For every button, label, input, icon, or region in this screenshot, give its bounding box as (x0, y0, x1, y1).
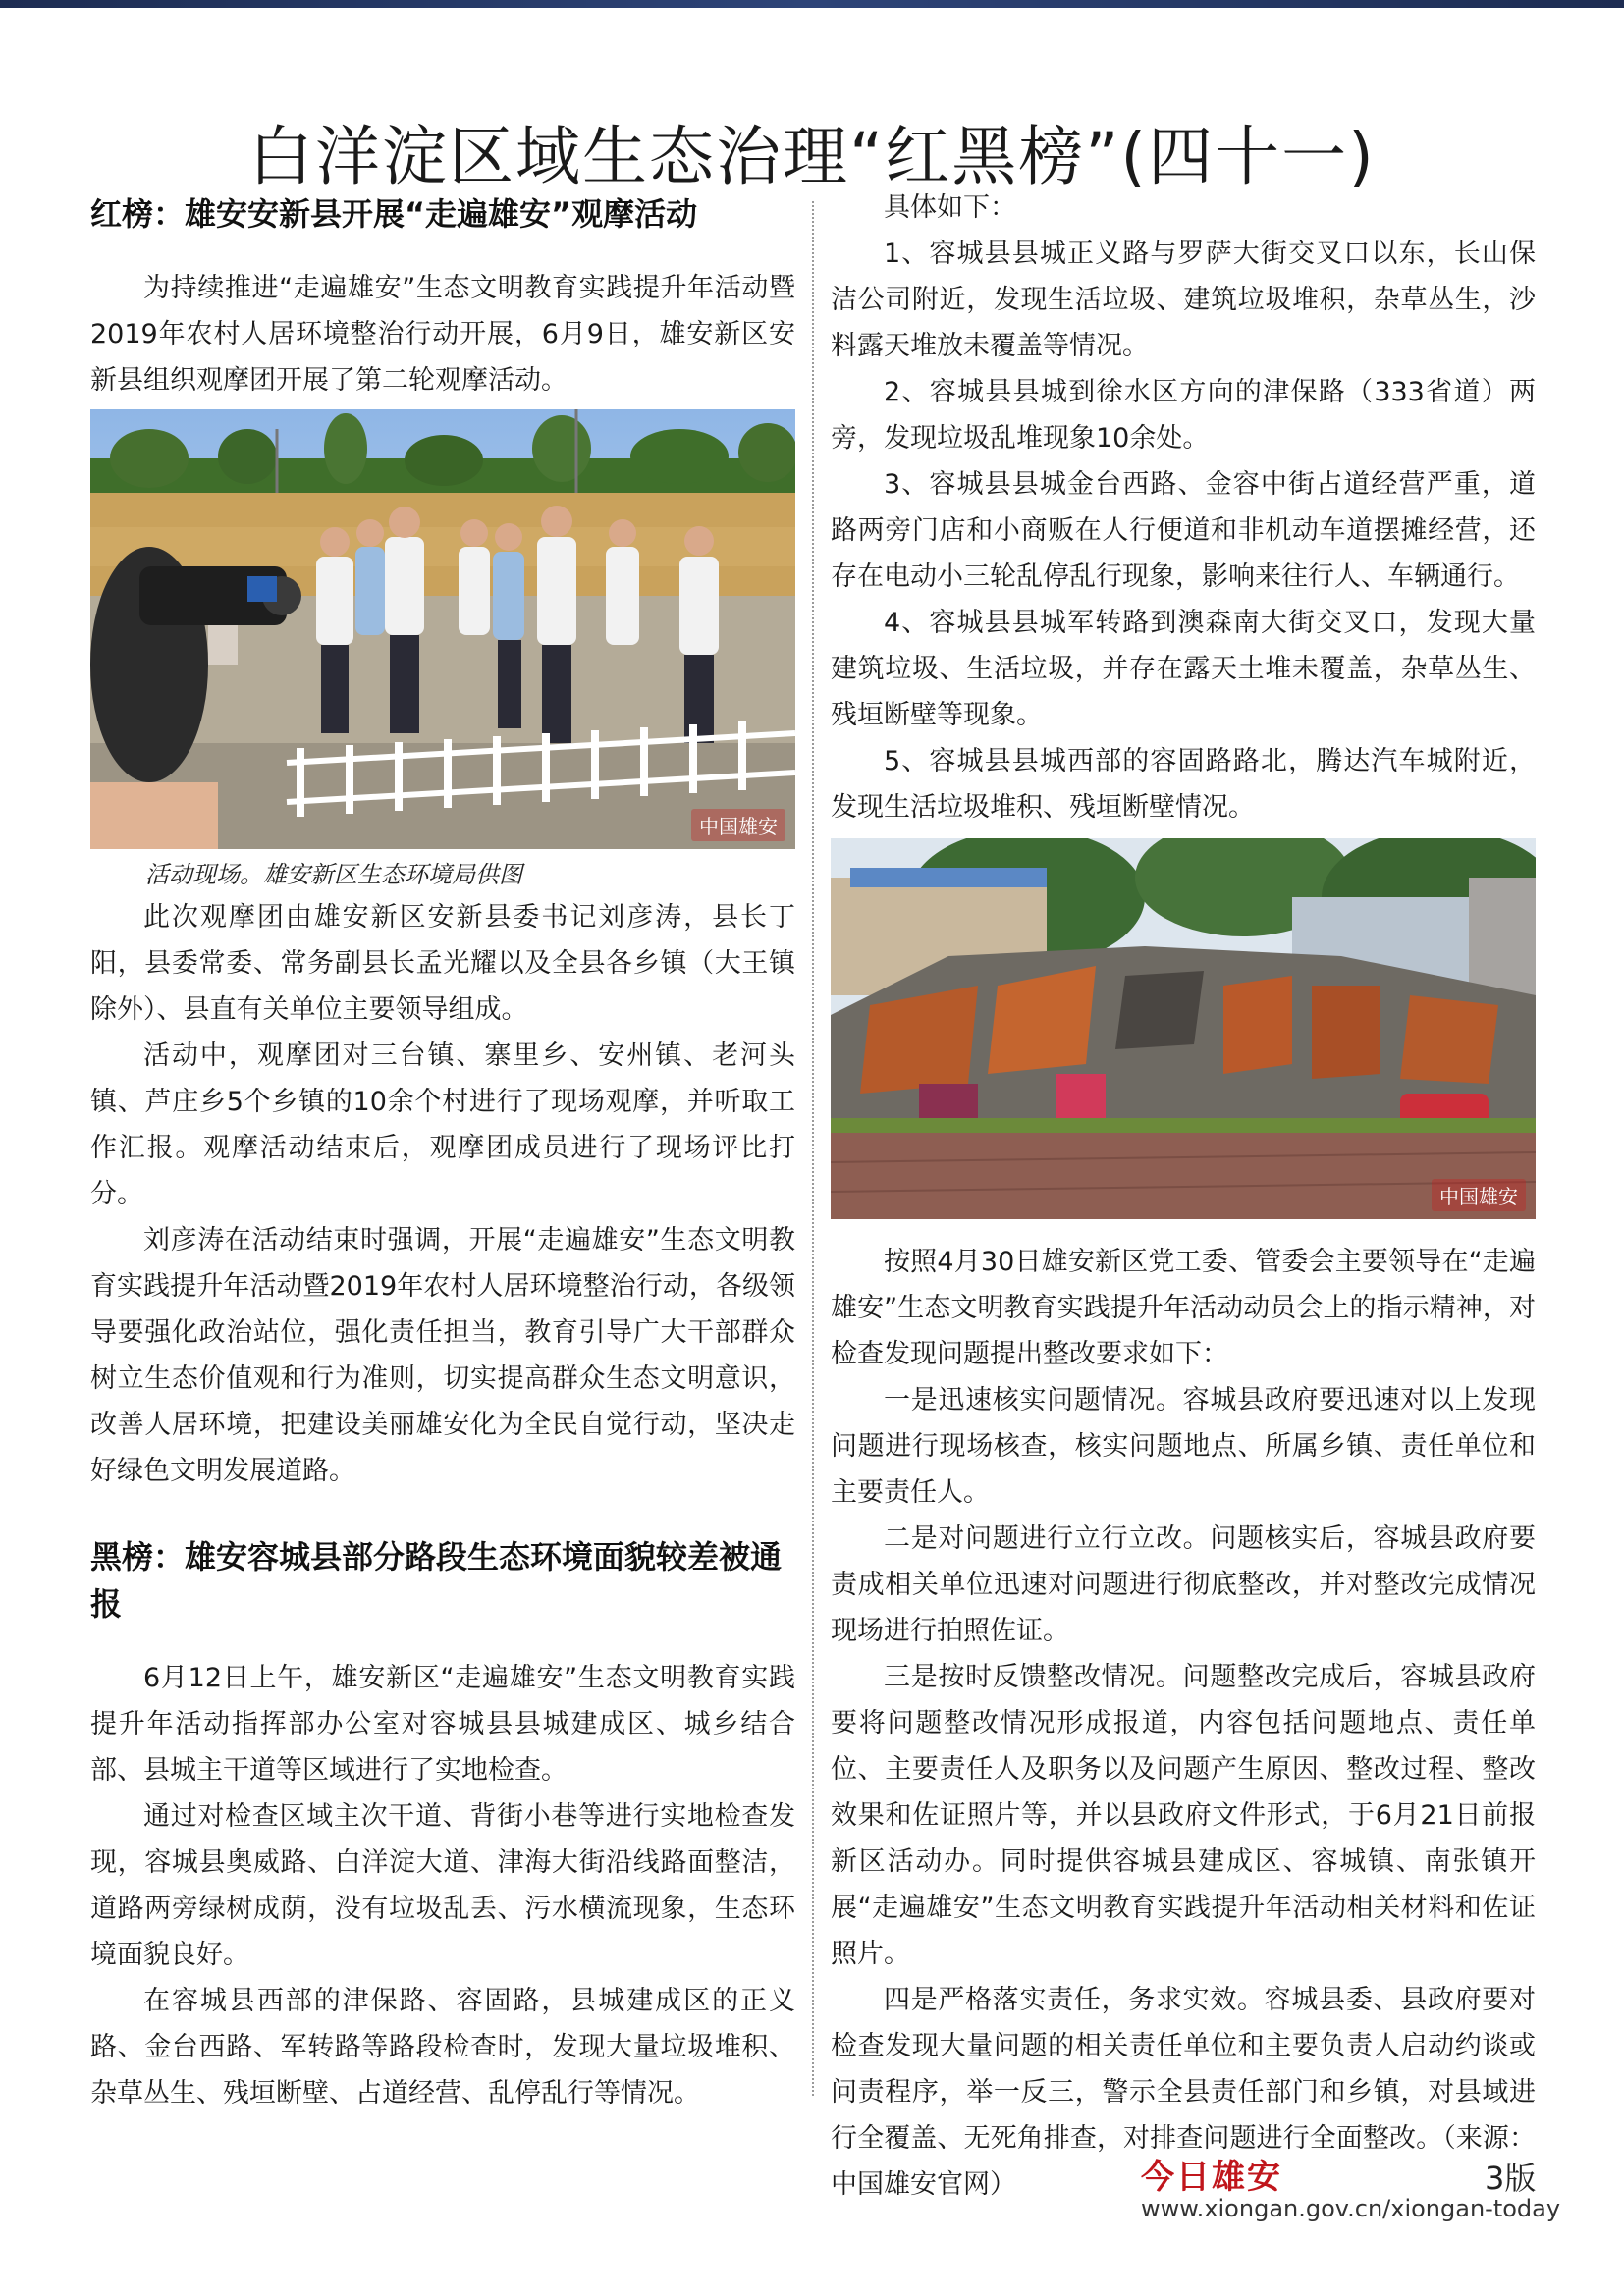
list-item: 4、容城县县城军转路到澳森南大街交叉口，发现大量建筑垃圾、生活垃圾，并存在露天土堆未覆盖，杂草丛生、残垣断壁等现象。 (831, 608, 1536, 730)
list-item: 3、容城县县城金台西路、金容中街占道经营严重，道路两旁门店和小商贩在人行便道和非机动车道摆摊经营，还存在电动小三轮乱停乱行现象，影响来往行人、车辆通行。 (831, 469, 1536, 592)
paragraph: 活动中，观摩团对三台镇、寨里乡、安州镇、老河头镇、芦庄乡5个乡镇的10余个村进行了现场观摩，并听取工作汇报。观摩活动结束后，观摩团成员进行了现场评比打分。 (90, 1041, 795, 1209)
page-title: 白洋淀区域生态治理“红黑榜”(四十一) (248, 119, 1376, 195)
black-list-heading: 黑榜：雄安容城县部分路段生态环境面貌较差被通报 (90, 1538, 783, 1623)
paragraph: 四是严格落实责任，务求实效。容城县委、县政府要对检查发现大量问题的相关责任单位和主要负责人启动约谈或问责程序，举一反三，警示全县责任部门和乡镇，对县域进行全覆盖、无死角排查，对排查问题进行全面整改。（来源：中国雄安官网） (831, 1985, 1536, 2200)
left-column (90, 187, 795, 2116)
list-item: 1、容城县县城正义路与罗萨大街交叉口以东，长山保洁公司附近，发现生活垃圾、建筑垃圾堆积，杂草丛生，沙料露天堆放未覆盖等情况。 (831, 239, 1536, 361)
paragraph: 三是按时反馈整改情况。问题整改完成后，容城县政府要将问题整改情况形成报道，内容包括问题地点、责任单位、主要责任人及职务以及问题产生原因、整改过程、整改效果和佐证照片等，并以县政府文件形式，于6月21日前报新区活动办。同时提供容城县建成区、容城镇、南张镇开展“走遍雄安”生态文明教育实践提升年活动相关材料和佐证照片。 (831, 1662, 1536, 1969)
paragraph: 一是迅速核实问题情况。容城县政府要迅速对以上发现问题进行现场核查，核实问题地点、所属乡镇、责任单位和主要责任人。 (831, 1385, 1536, 1508)
red-list-heading: 红榜：雄安安新县开展“走遍雄安”观摩活动 (90, 195, 698, 233)
paragraph: 此次观摩团由雄安新区安新县委书记刘彦涛，县长丁阳，县委常委、常务副县长孟光耀以及全县各乡镇（大王镇除外）、县直有关单位主要领导组成。 (90, 902, 795, 1025)
photo-caption: 活动现场。雄安新区生态环境局供图 (145, 861, 522, 888)
activity-photo (90, 409, 795, 849)
right-column (831, 185, 1536, 2208)
column-divider (812, 201, 814, 2096)
paragraph: 二是对问题进行立行立改。问题核实后，容城县政府要责成相关单位迅速对问题进行彻底整改，并对整改完成情况现场进行拍照佐证。 (831, 1523, 1536, 1646)
paragraph: 通过对检查区域主次干道、背街小巷等进行实地检查发现，容城县奥威路、白洋淀大道、津海大街沿线路面整洁，道路两旁绿树成荫，没有垃圾乱丢、污水横流现象，生态环境面貌良好。 (90, 1801, 795, 1970)
paragraph: 6月12日上午，雄安新区“走遍雄安”生态文明教育实践提升年活动指挥部办公室对容城县县城建成区、城乡结合部、县城主干道等区域进行了实地检查。 (90, 1663, 795, 1786)
photo-watermark: 中国雄安 (691, 809, 785, 841)
paragraph: 具体如下： (884, 192, 1016, 223)
paragraph: 刘彦涛在活动结束时强调，开展“走遍雄安”生态文明教育实践提升年活动暨2019年农村人居环境整治行动，各级领导要强化政治站位，强化责任担当，教育引导广大干部群众树立生态价值观和行为准则，切实提高群众生态文明意识，改善人居环境，把建设美丽雄安化为全民自觉行动，坚决走好绿色文明发展道路。 (90, 1225, 795, 1486)
paragraph: 在容城县西部的津保路、容固路，县城建成区的正义路、金台西路、军转路等路段检查时，发现大量垃圾堆积、杂草丛生、残垣断壁、占道经营、乱停乱行等情况。 (90, 1986, 795, 2109)
top-banner-bar (0, 0, 1624, 8)
paragraph: 为持续推进“走遍雄安”生态文明教育实践提升年活动暨2019年农村人居环境整治行动开展，6月9日，雄安新区安新县组织观摩团开展了第二轮观摩活动。 (90, 273, 795, 396)
footer-url: www.xiongan.gov.cn/xiongan-today (1141, 2195, 1561, 2222)
garbage-photo (831, 838, 1536, 1219)
garbage-photo-image (831, 838, 1536, 1219)
paragraph: 按照4月30日雄安新区党工委、管委会主要领导在“走遍雄安”生态文明教育实践提升年活动动员会上的指示精神，对检查发现问题提出整改要求如下： (831, 1247, 1536, 1369)
photo-watermark: 中国雄安 (1432, 1179, 1526, 1211)
page-number: 3版 (1485, 2160, 1537, 2197)
list-item: 5、容城县县城西部的容固路路北，腾达汽车城附近，发现生活垃圾堆积、残垣断壁情况。 (831, 746, 1536, 823)
activity-photo-image (90, 409, 795, 849)
publication-logo: 今日雄安 (1141, 2158, 1282, 2197)
list-item: 2、容城县县城到徐水区方向的津保路（333省道）两旁，发现垃圾乱堆现象10余处。 (831, 377, 1536, 454)
